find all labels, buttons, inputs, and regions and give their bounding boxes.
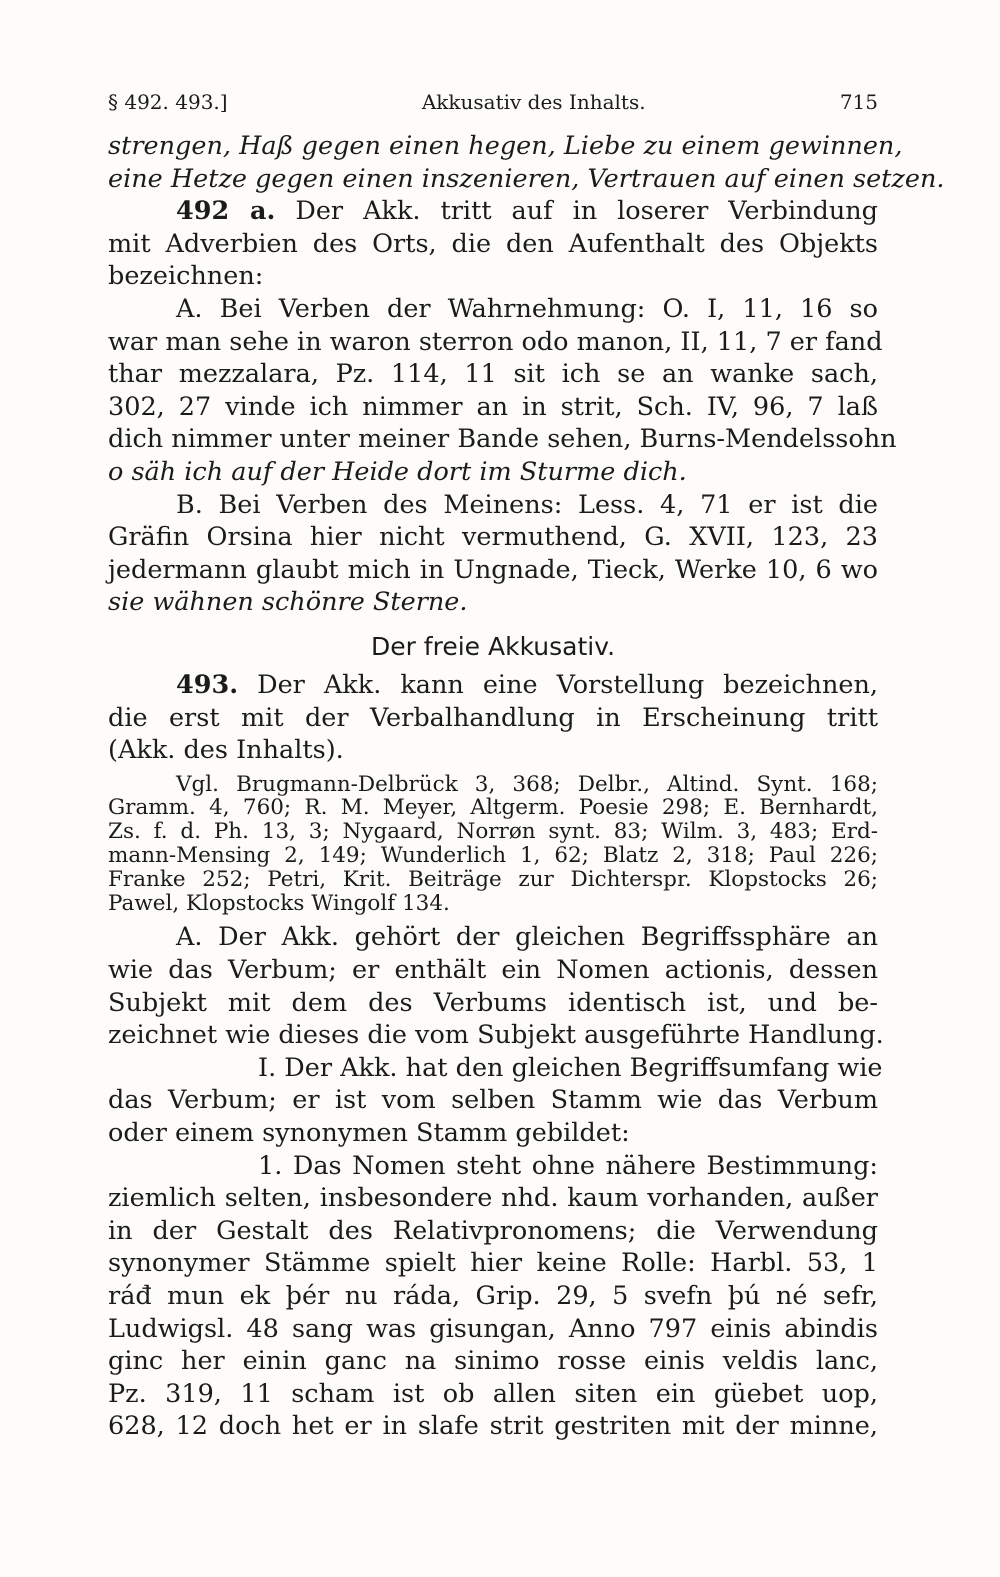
text-line: zeichnet wie dieses die vom Subjekt ausgeführte Handlung.: [108, 1020, 884, 1051]
text-line: ziemlich selten, insbesondere nhd. kaum vorhanden, außer: [108, 1183, 878, 1214]
text-line: synonymer Stämme spielt hier keine Rolle: Harbl. 53, 1: [108, 1248, 878, 1279]
text-line: strengen, Haß gegen einen hegen, Liebe zu einem gewinnen,: [108, 131, 903, 161]
running-head: [108, 82, 878, 122]
text-line: wie das Verbum; er enthält ein Nomen actionis, dessen: [108, 955, 878, 986]
reference-line: mann-Mensing 2, 149; Wunderlich 1, 62; Blatz 2, 318; Paul 226;: [108, 843, 878, 869]
text-line: Der Akk. kann eine Vorstellung bezeichnen,: [257, 669, 879, 700]
text-line: A. Bei Verben der Wahrnehmung: O. I, 11, 16 so: [176, 293, 878, 324]
text-line: A. Der Akk. gehört der gleichen Begriffssphäre an: [176, 922, 878, 953]
reference-line: Pawel, Klopstocks Wingolf 134.: [108, 890, 450, 916]
text-line: B. Bei Verben des Meinens: Less. 4, 71 er ist die: [176, 489, 878, 520]
text-line: bezeichnen:: [108, 261, 264, 292]
text-line: sie wähnen schönre Sterne.: [108, 587, 468, 618]
text-line: o säh ich auf der Heide dort im Sturme dich.: [108, 456, 687, 487]
reference-line: Gramm. 4, 760; R. M. Meyer, Altgerm. Poesie 298; E. Bernhardt,: [108, 795, 878, 821]
reference-line: Franke 252; Petri, Krit. Beiträge zur Dichterspr. Klopstocks 26;: [108, 866, 878, 892]
paragraph-492-continued: [108, 130, 945, 195]
text-line: dich nimmer unter meiner Bande sehen, Burns-Mendelssohn: [108, 424, 897, 455]
book-page: [108, 82, 945, 1443]
subsection-1: [108, 1150, 878, 1443]
text-line: Gräfin Orsina hier nicht vermuthend, G. XVII, 123, 23: [108, 522, 878, 553]
paragraph-492a: [108, 195, 878, 293]
references-block: [108, 773, 878, 916]
text-line: 628, 12 doch het er in slafe strit gestriten mit der minne,: [108, 1411, 878, 1442]
text-line: Ludwigsl. 48 sang was gisungan, Anno 797 einis abindis: [108, 1313, 878, 1344]
text-line: 302, 27 vinde ich nimmer an in strit, Sch. IV, 96, 7 laß: [108, 391, 878, 422]
text-line: oder einem synonymen Stamm gebildet:: [108, 1118, 630, 1149]
text-line: ginc her einin ganc na sinimo rosse einis veldis lanc,: [108, 1346, 878, 1377]
text-line: in der Gestalt des Relativpronomens; die Verwendung: [108, 1215, 878, 1246]
text-line: mit Adverbien des Orts, die den Aufenthalt des Objekts: [108, 228, 878, 259]
text-line: das Verbum; er ist vom selben Stamm wie das Verbum: [108, 1085, 878, 1116]
page-number: 715: [839, 90, 878, 114]
section-heading: Der freie Akkusativ.: [370, 631, 616, 661]
section-number: 492 a.: [176, 196, 276, 227]
text-line: eine Hetze gegen einen inszenieren, Vertrauen auf einen setzen.: [108, 163, 945, 194]
subsection-i: [108, 1052, 883, 1150]
subsection-b-opinion: [108, 489, 878, 619]
text-line: ráđ mun ek þér nu ráda, Grip. 29, 5 svefn þú né sefr,: [108, 1281, 878, 1311]
reference-line: Zs. f. d. Ph. 13, 3; Nygaard, Norrøn synt. 83; Wilm. 3, 483; Erd-: [108, 819, 878, 845]
text-line: I. Der Akk. hat den gleichen Begriffsumfang wie: [258, 1052, 883, 1083]
paragraph-493: [108, 669, 878, 767]
text-line: Der Akk. tritt auf in loserer Verbindung: [295, 196, 879, 227]
text-line: die erst mit der Verbalhandlung in Erscheinung tritt: [108, 702, 878, 733]
subsection-a-same-sphere: [108, 921, 884, 1051]
text-line: (Akk. des Inhalts).: [108, 735, 344, 766]
subsection-a-perception: [108, 293, 897, 489]
section-range: § 492. 493.]: [108, 90, 228, 114]
reference-line: Vgl. Brugmann-Delbrück 3, 368; Delbr., Altind. Synt. 168;: [176, 771, 878, 797]
section-number: 493.: [176, 669, 239, 700]
text-line: Pz. 319, 11 scham ist ob allen siten ein güebet uop,: [108, 1378, 878, 1409]
running-title: Akkusativ des Inhalts.: [421, 90, 646, 114]
text-line: jedermann glaubt mich in Ungnade, Tieck, Werke 10, 6 wo: [108, 554, 878, 585]
text-line: thar mezzalara, Pz. 114, 11 sit ich se an wanke sach,: [108, 359, 878, 390]
text-line: Subjekt mit dem des Verbums identisch ist, und be-: [108, 987, 878, 1018]
text-line: 1. Das Nomen steht ohne nähere Bestimmung:: [258, 1150, 878, 1181]
text-line: war man sehe in waron sterron odo manon, II, 11, 7 er fand: [108, 326, 883, 357]
